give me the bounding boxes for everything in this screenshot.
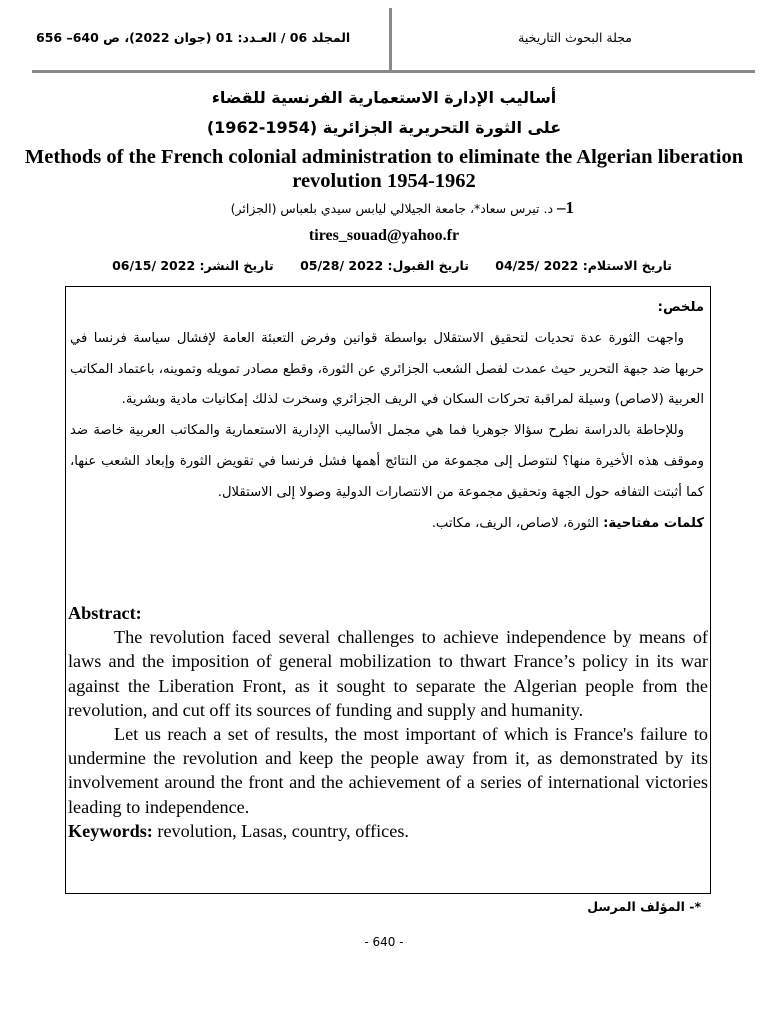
abstract-english	[68, 601, 708, 843]
header-divider-vertical	[389, 8, 392, 72]
abstract-english-paragraph-1: The revolution faced several challenges to achieve independence by means of laws and the imposition of general mobilization to thwart France’s policy in its war against the Liberation Front, as it sought to separate the Algerian people from the revolution, and cut off its sources of funding and supply and humanity.	[68, 627, 708, 720]
title-english: Methods of the French colonial administration to eliminate the Algerian liberation revolution 1954-1962	[24, 146, 744, 192]
footnote-corresponding-author: *- المؤلف المرسل	[587, 899, 701, 914]
page-number: - 640 -	[364, 935, 404, 949]
page-header	[0, 0, 768, 74]
keywords-arabic-label: كلمات مفتاحية:	[603, 515, 704, 531]
author-number: 1–	[557, 198, 574, 217]
dates-line	[90, 258, 672, 273]
issue-info: المجلد 06 / العـدد: 01 (جوان 2022)، ص 640– 656	[36, 30, 351, 45]
abstract-arabic	[70, 293, 704, 539]
keywords-english-values: revolution, Lasas, country, offices.	[157, 820, 409, 841]
date-received: تاريخ الاستلام: 2022 /04/25	[495, 258, 672, 273]
keywords-arabic	[70, 509, 704, 540]
author-affiliation: د. تيرس سعاد*، جامعة الجيلالي ليابس سيدي بلعباس (الجزائر)	[230, 201, 554, 216]
keywords-arabic-values: الثورة، لاصاص، الريف، مكاتب.	[431, 515, 599, 531]
title-arabic-line2: على الثورة التحريرية الجزائرية (1954-1962)	[206, 118, 562, 137]
keywords-english	[68, 819, 708, 843]
author-line	[231, 198, 574, 218]
author-email: tires_souad@yahoo.fr	[308, 227, 460, 244]
abstract-english-paragraph-2: Let us reach a set of results, the most important of which is France's failure to undermine the revolution and keep the people away from it, as demonstrated by its involvement around the front and the achievement of a series of international victories leading to independence.	[68, 724, 708, 817]
date-accepted: تاريخ القبول: 2022 /05/28	[300, 258, 469, 273]
keywords-english-label: Keywords:	[68, 820, 153, 841]
abstract-english-label: Abstract:	[68, 603, 142, 623]
abstract-arabic-label: ملخص:	[657, 300, 704, 315]
date-published: تاريخ النشر: 2022 /06/15	[112, 258, 274, 273]
title-arabic-line1: أساليب الإدارة الاستعمارية الفرنسية للقضاء	[211, 88, 557, 107]
abstract-arabic-paragraph-1: واجهت الثورة عدة تحديات لتحقيق الاستقلال بواسطة قوانين وفرض التعبئة العامة لإفشال سياسة فرنسا في حربها ضد جبهة التحرير حيث عمدت لفصل الشعب الجزائري عن الثورة، وقطع مصادر تمويله وتموينه، باعتماد المكاتب العربية (لاصاص) وسيلة لمراقبة تحركات السكان في الريف الجزائري وسخرت لذلك إمكانيات مادية وبشرية.	[70, 330, 704, 408]
abstract-box	[65, 286, 711, 894]
header-divider-horizontal	[32, 70, 755, 73]
abstract-arabic-paragraph-2: وللإحاطة بالدراسة نطرح سؤالا جوهريا فما هي مجمل الأساليب الإدارية الاستعمارية والمكاتب العربية خاصة ضد وموقف هذه الأخيرة منها؟ لنتوصل إلى مجموعة من النتائج أهمها فشل فرنسا في تقويض الثورة وإبعاد الشعب عنها، كما أثبتت التفافه حول الجهة وتحقيق مجموعة من الانتصارات الدولية وصولا إلى الاستقلال.	[70, 423, 704, 500]
journal-name: مجلة البحوث التاريخية	[518, 30, 632, 45]
